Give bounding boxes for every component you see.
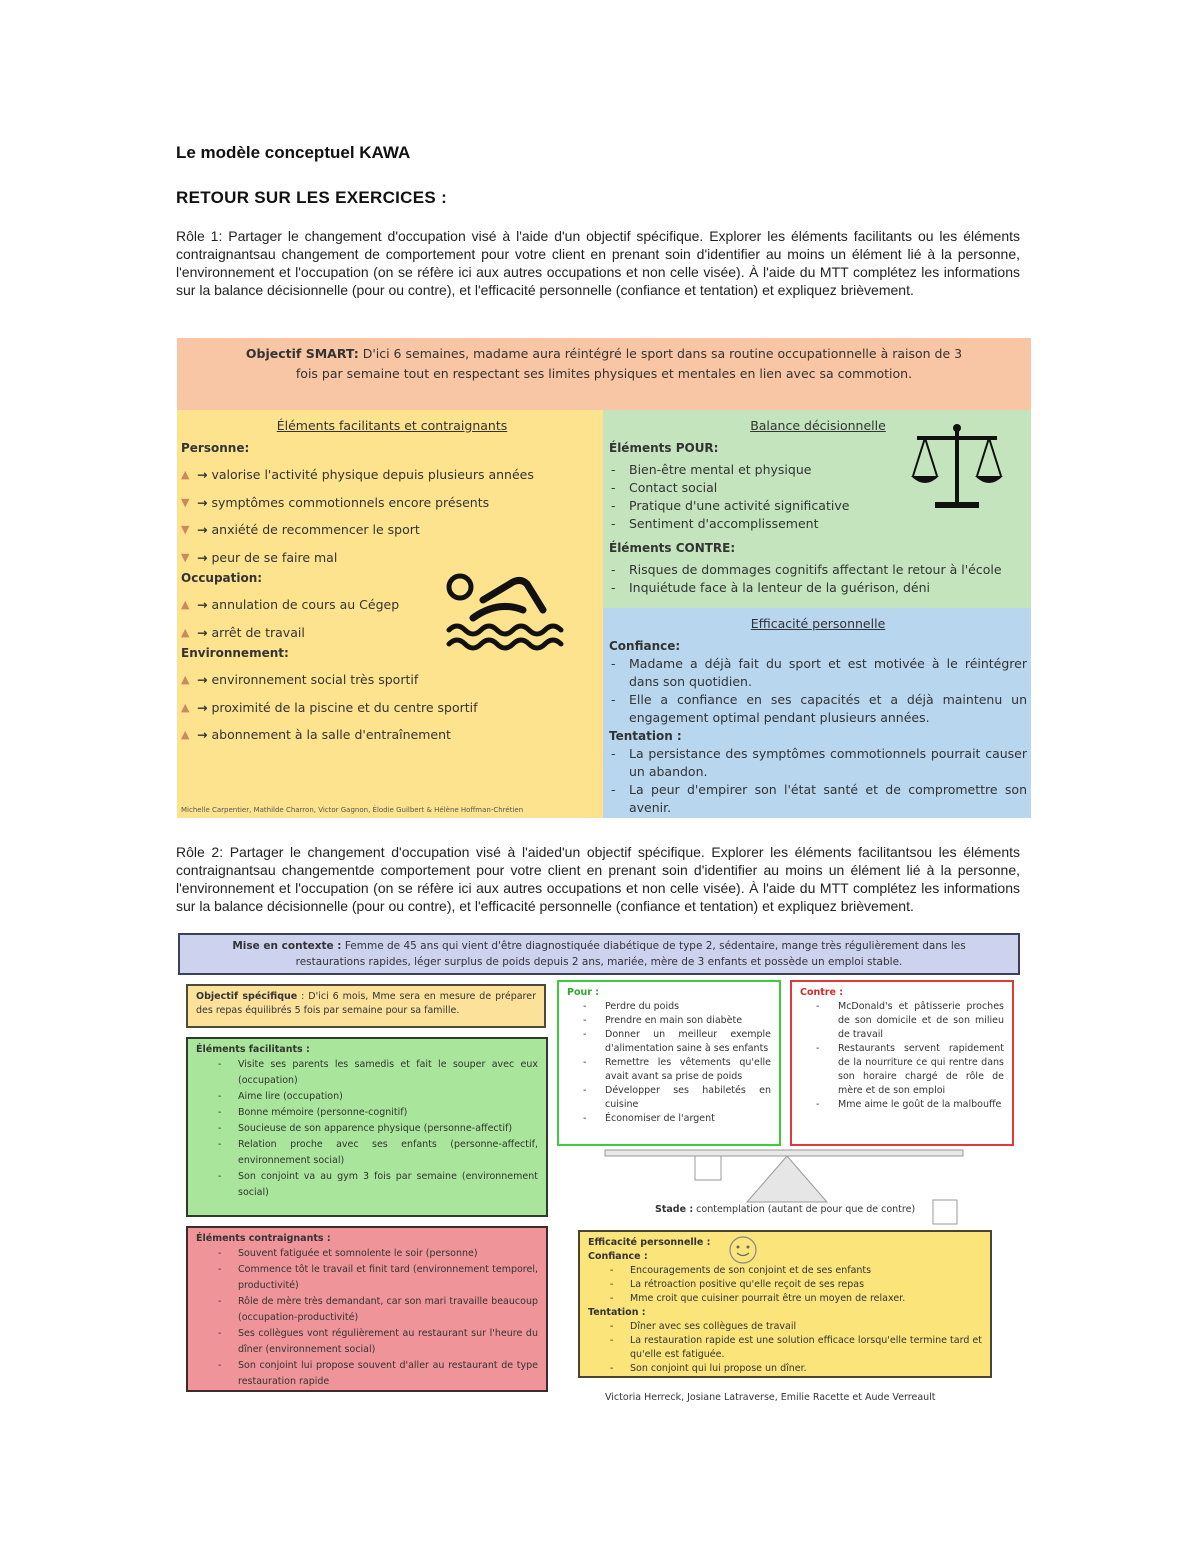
- confiance-list: [609, 655, 1027, 727]
- list-item: - Pratique d'une activité significative: [609, 497, 1027, 515]
- list-item: - Mme croit que cuisiner pourrait être un moyen de relaxer.: [588, 1292, 982, 1306]
- arrow-right-icon: →: [197, 597, 208, 613]
- contre-title: Contre :: [800, 987, 844, 998]
- thumb-up-icon: ▲: [181, 598, 190, 612]
- context-text: Femme de 45 ans qui vient d'être diagnostiquée diabétique de type 2, sédentaire, mange très régulièrement dans les restaurations rapides, léger surplus de poids depuis 2 ans, mariée, mère de 3 enfants et possède un emploi stable.: [295, 940, 966, 968]
- contre-box: [790, 980, 1014, 1146]
- list-item: [181, 489, 603, 517]
- context-label: Mise en contexte :: [232, 940, 342, 952]
- facilitators-panel: [177, 410, 603, 818]
- pour-label: Éléments POUR:: [609, 441, 719, 455]
- arrow-right-icon: →: [197, 672, 208, 688]
- list-item: - Économiser de l'argent: [567, 1112, 771, 1126]
- arrow-right-icon: →: [197, 727, 208, 743]
- list-item-text: annulation de cours au Cégep: [211, 597, 400, 613]
- list-item: - Elle a confiance en ses capacités et a déjà maintenu un engagement optimal pendant plusieurs années.: [609, 691, 1027, 727]
- fac-list: [196, 1057, 538, 1201]
- thumb-up-icon: ▲: [181, 468, 190, 482]
- list-item: [181, 516, 603, 544]
- arrow-right-icon: →: [197, 549, 208, 565]
- pour-list: [567, 1000, 771, 1126]
- list-item: - Encouragements de son conjoint et de ses enfants: [588, 1264, 982, 1278]
- confiance-label: Confiance:: [609, 639, 681, 653]
- facilitators-title: Éléments facilitants et contraignants: [276, 418, 508, 433]
- list-item: [181, 461, 603, 489]
- tentation-label: Tentation :: [609, 729, 682, 743]
- eff-tentation-label: Tentation :: [588, 1307, 646, 1318]
- list-item: - Inquiétude face à la lenteur de la guérison, déni: [609, 579, 1027, 597]
- list-item: - Madame a déjà fait du sport et est motivée à le réintégrer dans son quotidien.: [609, 655, 1027, 691]
- objective-label: Objectif spécifique: [196, 991, 298, 1002]
- list-item: - Rôle de mère très demandant, car son mari travaille beaucoup (occupation-productivité): [196, 1294, 538, 1326]
- list-item-text: abonnement à la salle d'entraînement: [211, 727, 451, 743]
- list-item: - Relation proche avec ses enfants (personne-affectif, environnement social): [196, 1137, 538, 1169]
- list-item: - Mme aime le goût de la malbouffe: [800, 1098, 1004, 1112]
- contre-list: [609, 561, 1027, 597]
- list-item: - Perdre du poids: [567, 1000, 771, 1014]
- figure1-credits: Michelle Carpentier, Mathilde Charron, Victor Gagnon, Élodie Guilbert & Hélène Hoffman-Chrétien: [181, 806, 524, 814]
- smiley-icon: [728, 1235, 758, 1265]
- self-efficacy-panel: [603, 608, 1031, 818]
- role2-instructions: Rôle 2: Partager le changement d'occupation visé à l'aided'un objectif spécifique. Explorer les éléments facilitantsou les éléments contraignantsau changementde comportement pour votre client en prenant soin d'identifier au moins un élément lié à la personne, l'environnement et l'occupation (on se réfère ici aux autres occupations et non celle visée). À l'aide du MTT complétez les informations sur la balance décisionnelle (pour ou contre), et l'efficacité personnelle (confiance et tentation) et expliquez brièvement.: [176, 844, 1020, 914]
- list-item: - Son conjoint lui propose souvent d'aller au restaurant de type restauration rapide: [196, 1358, 538, 1390]
- objective-text: : D'ici 6 mois, Mme sera en mesure de préparer des repas équilibrés 5 fois par semaine pour sa famille.: [196, 991, 536, 1016]
- list-item: - Dîner avec ses collègues de travail: [588, 1320, 982, 1334]
- arrow-right-icon: →: [197, 494, 208, 510]
- eff-title: Efficacité personnelle :: [588, 1237, 711, 1248]
- list-item: - Bonne mémoire (personne-cognitif): [196, 1105, 538, 1121]
- list-item: - Visite ses parents les samedis et fait le souper avec eux (occupation): [196, 1057, 538, 1089]
- list-item: - Risques de dommages cognitifs affectant le retour à l'école: [609, 561, 1027, 579]
- self-efficacy-box: [578, 1230, 992, 1378]
- tentation-list: [609, 745, 1027, 817]
- contre-label: Éléments CONTRE:: [609, 541, 736, 555]
- balance-title: Balance décisionnelle: [750, 418, 886, 433]
- list-item-text: environnement social très sportif: [211, 672, 419, 688]
- con-title: Éléments contraignants :: [196, 1233, 331, 1244]
- list-item: - La restauration rapide est une solution efficace lorsqu'elle termine tard et qu'elle est fatiguée.: [588, 1334, 982, 1362]
- thumb-down-icon: ▼: [181, 550, 190, 564]
- thumb-up-icon: ▲: [181, 625, 190, 639]
- smart-label: Objectif SMART:: [245, 346, 359, 361]
- facilitators-box: [186, 1037, 548, 1217]
- smart-objective-banner: [177, 338, 1031, 410]
- fac-title: Éléments facilitants :: [196, 1044, 310, 1055]
- specific-objective-box: [186, 984, 546, 1028]
- stage-text: [655, 1204, 915, 1215]
- list-item: - Son conjoint va au gym 3 fois par semaine (environnement social): [196, 1169, 538, 1201]
- arrow-right-icon: →: [197, 467, 208, 483]
- role1-instructions: Rôle 1: Partager le changement d'occupation visé à l'aide d'un objectif spécifique. Explorer les éléments facilitants ou les éléments contraignantsau changement de comportement pour votre client en prenant soin d'identifier au moins un élément lié à la personne, l'environnement et l'occupation (on se réfère ici aux autres occupations et non celle visée). À l'aide du MTT complétez les informations sur la balance décisionnelle (pour ou contre), et l'efficacité personnelle (confiance et tentation) et expliquez brièvement.: [176, 228, 1020, 298]
- list-item: - Aime lire (occupation): [196, 1089, 538, 1105]
- list-item: - Prendre en main son diabète: [567, 1014, 771, 1028]
- list-item: - Donner un meilleur exemple d'alimentation saine à ses enfants: [567, 1028, 771, 1056]
- personne-label: Personne:: [181, 441, 250, 455]
- occupation-label: Occupation:: [181, 571, 263, 585]
- list-item-text: peur de se faire mal: [211, 549, 338, 565]
- list-item: [181, 694, 603, 722]
- thumb-down-icon: ▼: [181, 495, 190, 509]
- stage-value: contemplation (autant de pour que de contre): [693, 1204, 916, 1215]
- environnement-label: Environnement:: [181, 646, 289, 660]
- list-item: - Commence tôt le travail et finit tard (environnement temporel, productivité): [196, 1262, 538, 1294]
- list-item-text: valorise l'activité physique depuis plusieurs années: [211, 467, 534, 483]
- page-title: Le modèle conceptuel KAWA: [176, 143, 411, 162]
- list-item-text: arrêt de travail: [211, 624, 305, 640]
- decision-balance-panel: [603, 410, 1031, 608]
- list-item: - Bien-être mental et physique: [609, 461, 1027, 479]
- list-item: - La persistance des symptômes commotionnels pourrait causer un abandon.: [609, 745, 1027, 781]
- contre-list: [800, 1000, 1004, 1112]
- con-list: [196, 1246, 538, 1390]
- list-item: - Sentiment d'accomplissement: [609, 515, 1027, 533]
- list-item: - La peur d'empirer son l'état santé et de compromettre son avenir.: [609, 781, 1027, 817]
- thumb-up-icon: ▲: [181, 673, 190, 687]
- list-item: [181, 721, 603, 749]
- section-heading: RETOUR SUR LES EXERCICES :: [176, 188, 448, 207]
- list-item: - La rétroaction positive qu'elle reçoit de ses repas: [588, 1278, 982, 1292]
- efficacy-title: Efficacité personnelle: [750, 616, 886, 631]
- list-item: [181, 544, 603, 572]
- figure2-credits: Victoria Herreck, Josiane Latraverse, Emilie Racette et Aude Verreault: [605, 1392, 936, 1403]
- eff-confiance-label: Confiance :: [588, 1251, 648, 1262]
- pour-title: Pour :: [567, 987, 600, 998]
- arrow-right-icon: →: [197, 699, 208, 715]
- thumb-up-icon: ▲: [181, 728, 190, 742]
- eff-tentation-list: [588, 1320, 982, 1376]
- list-item-text: symptômes commotionnels encore présents: [211, 494, 490, 510]
- role1-figure: [177, 338, 1031, 818]
- thumb-down-icon: ▼: [181, 523, 190, 537]
- arrow-right-icon: →: [197, 522, 208, 538]
- smart-text: D'ici 6 semaines, madame aura réintégré le sport dans sa routine occupationnelle à raison de 3 fois par semaine tout en respectant ses limites physiques et mentales en lien avec sa commotion.: [295, 346, 963, 381]
- environnement-list: [181, 666, 603, 749]
- eff-confiance-list: [588, 1264, 982, 1306]
- list-item-text: anxiété de recommencer le sport: [211, 522, 420, 538]
- constraints-box: [186, 1226, 548, 1392]
- list-item: [181, 666, 603, 694]
- swimmer-icon: [443, 570, 573, 658]
- list-item: - Souvent fatiguée et somnolente le soir (personne): [196, 1246, 538, 1262]
- list-item: - Contact social: [609, 479, 1027, 497]
- thumb-up-icon: ▲: [181, 700, 190, 714]
- scale-icon: [909, 422, 1005, 512]
- list-item: - Soucieuse de son apparence physique (personne-affectif): [196, 1121, 538, 1137]
- list-item: - Développer ses habiletés en cuisine: [567, 1084, 771, 1112]
- arrow-right-icon: →: [197, 624, 208, 640]
- personne-list: [181, 461, 603, 571]
- list-item: - Remettre les vêtements qu'elle avait avant sa prise de poids: [567, 1056, 771, 1084]
- list-item: - McDonald's et pâtisserie proches de son domicile et de son milieu de travail: [800, 1000, 1004, 1042]
- list-item: - Ses collègues vont régulièrement au restaurant sur l'heure du dîner (environnement social): [196, 1326, 538, 1358]
- role2-figure: [177, 932, 1023, 1407]
- context-banner: [178, 933, 1020, 975]
- pour-box: [557, 980, 781, 1146]
- stage-label: Stade :: [655, 1204, 694, 1215]
- list-item: - Restaurants servent rapidement de la nourriture ce qui rentre dans son horaire chargé de rôle de mère et de son emploi: [800, 1042, 1004, 1098]
- list-item-text: proximité de la piscine et du centre sportif: [211, 699, 478, 715]
- list-item: - Son conjoint qui lui propose un dîner.: [588, 1362, 982, 1376]
